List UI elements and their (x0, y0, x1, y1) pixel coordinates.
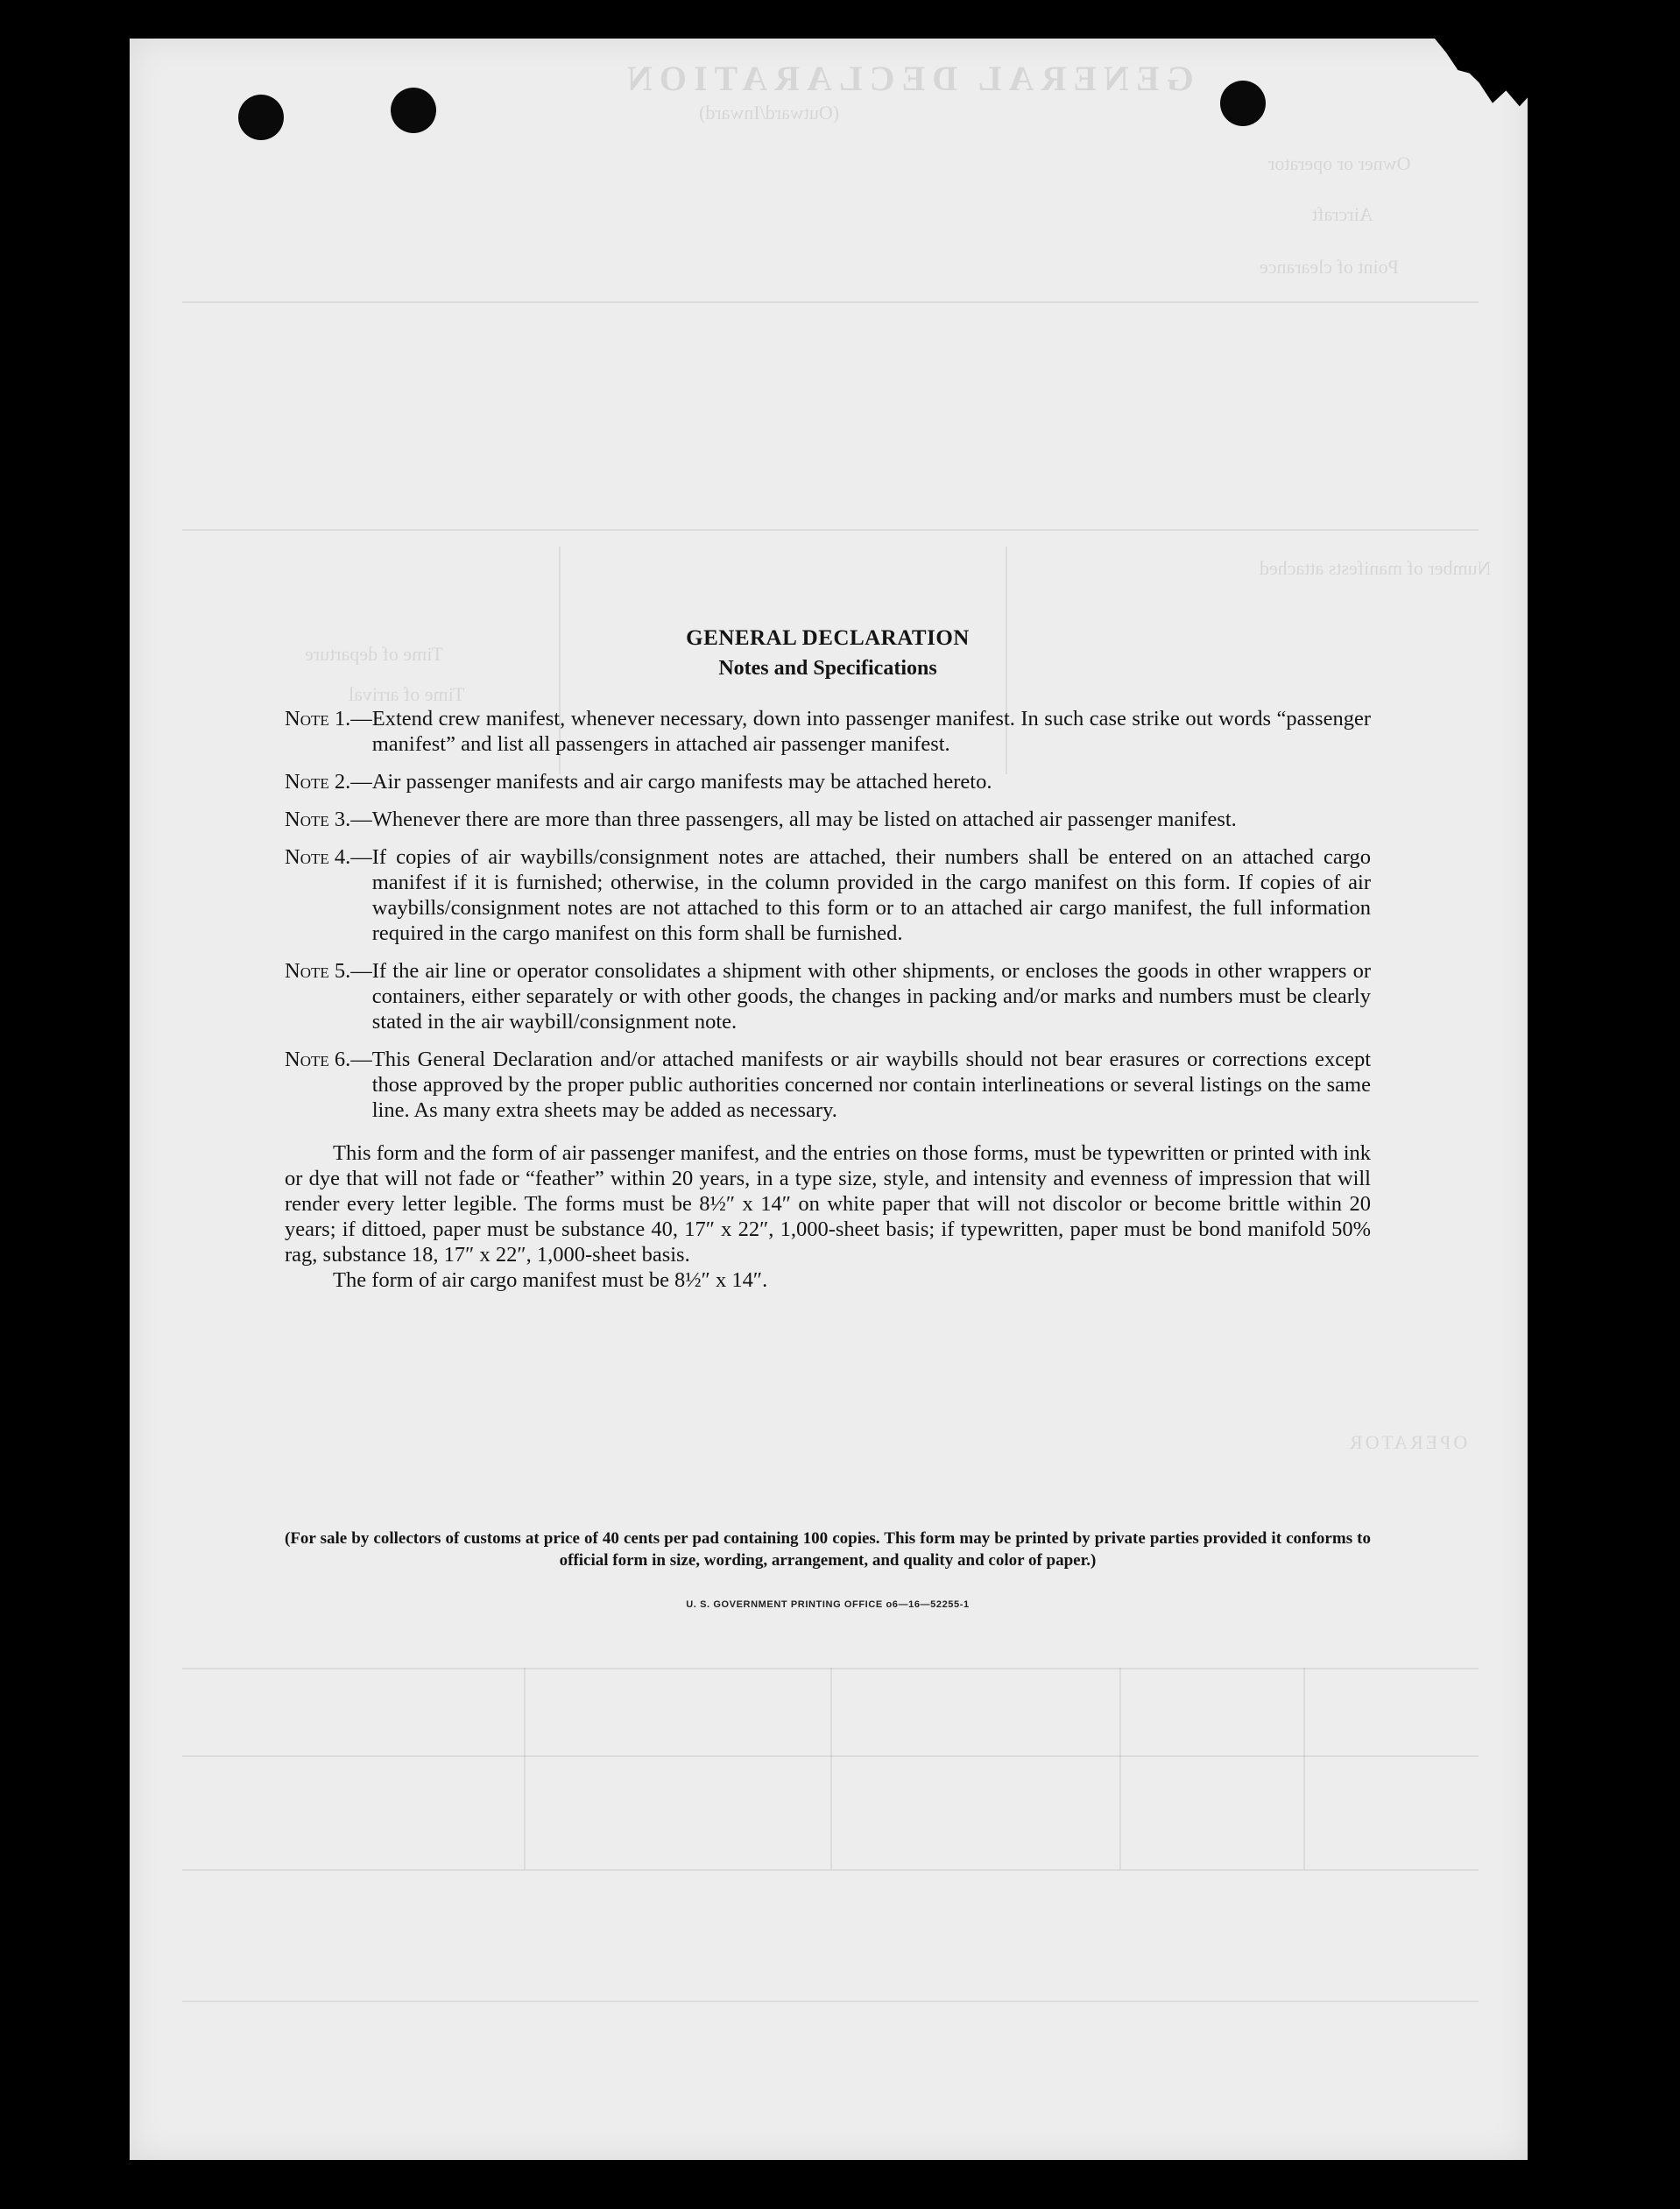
show-through-label-1: Owner or operator (1268, 152, 1411, 174)
specifications-paragraph: This form and the form of air passenger manifest, and the entries on those forms, must be typewritten or printed with ink or dye that will not fade or “feather” within 20 years, in a type size, style, and intensity and evenness of impression that will render every letter legible. The forms must be 8½″ x 14″ on white paper that will not discolor or become brittle within 20 years; if dittoed, paper must be substance 40, 17″ x 22″, 1,000-sheet basis; if typewritten, paper must be bond manifold 50% rag, substance 18, 17″ x 22″, 1,000-sheet basis. (285, 1141, 1371, 1267)
document-title: GENERAL DECLARATION (686, 626, 970, 650)
note-3 (285, 807, 1371, 832)
show-through-column (1119, 1668, 1121, 1869)
note-2 (285, 769, 1371, 794)
document-subtitle: Notes and Specifications (718, 657, 937, 680)
show-through-rule (182, 529, 1479, 531)
note-text: Extend crew manifest, whenever necessary, down into passenger manifest. In such case strike out words “passenger manifest” and list all passengers in attached air passenger manifest. (371, 707, 1371, 756)
notes-section (285, 624, 1371, 1293)
printer-imprint: U. S. GOVERNMENT PRINTING OFFICE o6—16—52255-1 (686, 1599, 970, 1610)
show-through-label-6: Time of arrival (349, 683, 465, 705)
show-through-column (1303, 1668, 1305, 1869)
show-through-label-4: Number of manifests attached (1260, 557, 1492, 579)
show-through-rule (182, 2001, 1479, 2002)
note-text: Air passenger manifests and air cargo manifests may be attached hereto. (371, 770, 992, 794)
show-through-rule (182, 1869, 1479, 1871)
note-text: If the air line or operator consolidates a shipment with other shipments, or encloses the goods in other wrappers or containers, either separately or with other goods, the changes in packing and/or marks and numbers must be clearly stated in the air waybill/consignment note. (371, 959, 1371, 1034)
show-through-rule (182, 301, 1479, 303)
show-through-label-5: Time of departure (305, 643, 444, 665)
note-text: This General Declaration and/or attached manifests or air waybills should not bear erasures or corrections except those approved by the proper public authorities concerned nor contain interlineations or several listings on the same line. As many extra sheets may be added as necessary. (371, 1048, 1371, 1122)
note-1 (285, 706, 1371, 757)
note-label: Note 3.— (285, 808, 372, 831)
cargo-manifest-size: The form of air cargo manifest must be 8½″ x 14″. (333, 1268, 768, 1292)
note-5 (285, 958, 1371, 1034)
note-label: Note 6.— (285, 1048, 372, 1071)
show-through-header: GENERAL DECLARATION (620, 59, 1194, 98)
note-label: Note 2.— (285, 770, 372, 794)
note-4 (285, 844, 1371, 946)
show-through-header-sub: (Outward/Inward) (699, 102, 840, 124)
note-text: If copies of air waybills/consignment notes are attached, their numbers shall be entered on an attached cargo manifest if it is furnished; otherwise, in the column provided in the cargo manifest on this form. If copies of air waybills/consignment notes are not attached to this form or to an attached air cargo manifest, the full information required in the cargo manifest on this form shall be furnished. (371, 845, 1371, 945)
punch-hole-left (238, 95, 284, 140)
show-through-label-3: Point of clearance (1260, 256, 1399, 278)
note-text: Whenever there are more than three passengers, all may be listed on attached air passenger manifest. (371, 808, 1237, 831)
punch-hole-right (1220, 81, 1266, 126)
torn-corner (1435, 39, 1531, 117)
note-label: Note 5.— (285, 959, 372, 983)
show-through-column (830, 1668, 832, 1869)
show-through-label-2: Aircraft (1312, 203, 1373, 225)
note-label: Note 4.— (285, 845, 372, 869)
show-through-column (524, 1668, 526, 1869)
show-through-label-7: OPERATOR (1347, 1431, 1468, 1453)
note-6 (285, 1047, 1371, 1123)
punch-hole-middle (391, 88, 436, 133)
sale-notice: (For sale by collectors of customs at price of 40 cents per pad containing 100 copies. This form may be printed by private parties provided it conforms to official form in size, wording, arrangement, and quality and color of paper.) (285, 1529, 1371, 1570)
note-label: Note 1.— (285, 707, 372, 730)
